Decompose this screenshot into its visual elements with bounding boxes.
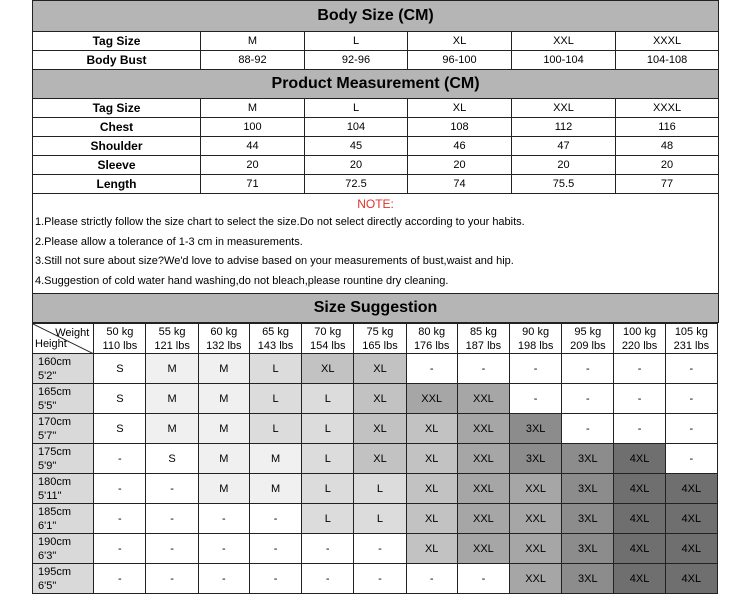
suggested-size-cell: XXL <box>510 534 562 564</box>
cell: 104 <box>305 118 408 137</box>
suggested-size-cell: - <box>614 384 665 414</box>
height-cell <box>33 474 94 504</box>
suggested-size-cell: L <box>302 474 354 504</box>
cell: 116 <box>616 118 719 137</box>
cell: 20 <box>201 156 305 175</box>
weight-height-corner <box>33 324 94 354</box>
size-suggestion-row <box>33 444 718 474</box>
height-cm: 165cm <box>38 385 72 398</box>
height-cm: 185cm <box>38 505 72 518</box>
suggested-size-cell: L <box>302 504 354 534</box>
weight-kg: 85 kg <box>469 325 497 338</box>
weight-header <box>249 324 301 354</box>
row-label: Shoulder <box>33 137 201 156</box>
suggested-size-cell: S <box>94 354 146 384</box>
row-label: Length <box>33 175 201 194</box>
weight-kg: 50 kg <box>106 325 134 338</box>
suggested-size-cell: - <box>146 474 198 504</box>
suggested-size-cell: 4XL <box>665 474 717 504</box>
size-suggestion-title: Size Suggestion <box>33 294 719 323</box>
weight-header <box>94 324 146 354</box>
suggested-size-cell: 4XL <box>614 474 665 504</box>
size-suggestion-row <box>33 384 718 414</box>
height-cm: 170cm <box>38 415 72 428</box>
row-label: Body Bust <box>33 51 201 70</box>
suggested-size-cell: - <box>562 354 614 384</box>
suggested-size-cell: XL <box>354 444 406 474</box>
suggested-size-cell: - <box>614 414 665 444</box>
cell: 112 <box>512 118 616 137</box>
height-ft: 5'7" <box>38 429 57 442</box>
cell: 20 <box>616 156 719 175</box>
suggested-size-cell: - <box>614 354 665 384</box>
weight-lbs: 110 lbs <box>102 339 138 352</box>
weight-header <box>302 324 354 354</box>
cell: 45 <box>305 137 408 156</box>
cell: M <box>201 32 305 51</box>
weight-header <box>457 324 509 354</box>
suggested-size-cell: M <box>198 444 249 474</box>
suggested-size-cell: - <box>94 504 146 534</box>
height-label: Height <box>35 338 67 350</box>
suggested-size-cell: - <box>249 564 301 594</box>
product-row <box>33 175 719 194</box>
weight-lbs: 154 lbs <box>310 339 346 352</box>
suggested-size-cell: M <box>198 414 249 444</box>
suggested-size-cell: - <box>198 564 249 594</box>
size-suggestion-row <box>33 474 718 504</box>
size-suggestion-row <box>33 414 718 444</box>
cell: 20 <box>305 156 408 175</box>
weight-lbs: 198 lbs <box>517 339 554 352</box>
suggested-size-cell: - <box>354 534 406 564</box>
cell: 96-100 <box>408 51 512 70</box>
note-line: 1.Please strictly follow the size chart to select the size.Do not select directly according to your habits. <box>35 216 525 228</box>
product-row <box>33 156 719 175</box>
weight-kg: 60 kg <box>210 325 238 338</box>
suggested-size-cell: XXL <box>457 384 509 414</box>
cell: L <box>305 32 408 51</box>
note-title: NOTE: <box>357 197 394 211</box>
suggested-size-cell: L <box>354 474 406 504</box>
suggested-size-cell: XL <box>354 414 406 444</box>
suggested-size-cell: M <box>249 474 301 504</box>
suggested-size-cell: - <box>198 504 249 534</box>
size-suggestion-table <box>32 323 718 594</box>
weight-header <box>354 324 406 354</box>
suggested-size-cell: XL <box>406 474 457 504</box>
suggested-size-cell: - <box>665 414 717 444</box>
cell: L <box>305 99 408 118</box>
suggested-size-cell: 4XL <box>665 534 717 564</box>
row-label: Chest <box>33 118 201 137</box>
suggested-size-cell: M <box>249 444 301 474</box>
cell: 74 <box>408 175 512 194</box>
suggested-size-cell: - <box>94 444 146 474</box>
weight-header-row <box>33 324 718 354</box>
cell: 46 <box>408 137 512 156</box>
suggested-size-cell: L <box>302 444 354 474</box>
suggested-size-cell: - <box>302 534 354 564</box>
cell: 71 <box>201 175 305 194</box>
suggested-size-cell: M <box>198 474 249 504</box>
height-cm: 190cm <box>38 535 72 548</box>
suggested-size-cell: 3XL <box>562 474 614 504</box>
suggested-size-cell: - <box>665 354 717 384</box>
suggested-size-cell: - <box>198 534 249 564</box>
suggested-size-cell: 3XL <box>510 414 562 444</box>
suggested-size-cell: - <box>457 564 509 594</box>
suggested-size-cell: S <box>94 414 146 444</box>
weight-kg: 105 kg <box>674 325 708 338</box>
cell: XXXL <box>616 99 719 118</box>
suggested-size-cell: L <box>302 384 354 414</box>
suggested-size-cell: 4XL <box>614 564 665 594</box>
weight-lbs: 187 lbs <box>465 339 502 352</box>
suggested-size-cell: 4XL <box>614 504 665 534</box>
suggested-size-cell: XXL <box>457 444 509 474</box>
weight-header <box>146 324 198 354</box>
cell: 20 <box>408 156 512 175</box>
body-size-title: Body Size (CM) <box>33 1 719 32</box>
cell: 77 <box>616 175 719 194</box>
suggested-size-cell: M <box>146 384 198 414</box>
height-ft: 6'5" <box>38 579 57 592</box>
weight-kg: 100 kg <box>623 325 657 338</box>
suggested-size-cell: - <box>562 414 614 444</box>
height-cell <box>33 504 94 534</box>
body-size-row <box>33 51 719 70</box>
weight-lbs: 132 lbs <box>206 339 242 352</box>
suggested-size-cell: XXL <box>406 384 457 414</box>
suggested-size-cell: XL <box>406 444 457 474</box>
cell: 44 <box>201 137 305 156</box>
suggested-size-cell: - <box>146 504 198 534</box>
weight-kg: 55 kg <box>158 325 186 338</box>
weight-lbs: 220 lbs <box>621 339 658 352</box>
size-suggestion-row <box>33 354 718 384</box>
height-cell <box>33 354 94 384</box>
suggested-size-cell: L <box>302 414 354 444</box>
suggested-size-cell: XXL <box>510 564 562 594</box>
suggested-size-cell: - <box>249 534 301 564</box>
cell: XL <box>408 99 512 118</box>
weight-label: Weight <box>55 327 90 339</box>
suggested-size-cell: - <box>94 474 146 504</box>
suggested-size-cell: 3XL <box>562 534 614 564</box>
suggested-size-cell: 4XL <box>665 504 717 534</box>
cell: 92-96 <box>305 51 408 70</box>
weight-header <box>562 324 614 354</box>
suggested-size-cell: - <box>146 534 198 564</box>
suggested-size-cell: - <box>94 534 146 564</box>
suggested-size-cell: XL <box>354 354 406 384</box>
weight-lbs: 165 lbs <box>362 339 398 352</box>
cell: 108 <box>408 118 512 137</box>
measurement-table <box>32 0 719 323</box>
height-cm: 195cm <box>38 565 72 578</box>
suggested-size-cell: 4XL <box>665 564 717 594</box>
height-cell <box>33 564 94 594</box>
suggested-size-cell: XL <box>354 384 406 414</box>
height-ft: 6'3" <box>38 549 57 562</box>
cell: 75.5 <box>512 175 616 194</box>
cell: 88-92 <box>201 51 305 70</box>
suggested-size-cell: XXL <box>457 534 509 564</box>
size-suggestion-row <box>33 504 718 534</box>
height-cm: 175cm <box>38 445 72 458</box>
cell: 48 <box>616 137 719 156</box>
suggested-size-cell: XXL <box>457 504 509 534</box>
suggested-size-cell: L <box>249 414 301 444</box>
suggested-size-cell: L <box>249 354 301 384</box>
cell: 104-108 <box>616 51 719 70</box>
suggested-size-cell: 4XL <box>614 534 665 564</box>
suggested-size-cell: - <box>457 354 509 384</box>
weight-kg: 80 kg <box>418 325 446 338</box>
weight-kg: 95 kg <box>574 325 602 338</box>
product-row <box>33 99 719 118</box>
suggested-size-cell: - <box>146 564 198 594</box>
weight-kg: 90 kg <box>522 325 550 338</box>
height-cell <box>33 534 94 564</box>
row-label: Tag Size <box>33 99 201 118</box>
suggested-size-cell: XL <box>406 534 457 564</box>
cell: 100 <box>201 118 305 137</box>
height-ft: 5'9" <box>38 459 57 472</box>
weight-lbs: 121 lbs <box>154 339 190 352</box>
height-cell <box>33 444 94 474</box>
weight-lbs: 231 lbs <box>673 339 710 352</box>
suggested-size-cell: - <box>406 354 457 384</box>
suggested-size-cell: - <box>94 564 146 594</box>
suggested-size-cell: XXL <box>457 414 509 444</box>
cell: XXXL <box>616 32 719 51</box>
height-ft: 5'11" <box>38 489 62 502</box>
suggested-size-cell: XXL <box>510 504 562 534</box>
cell: 20 <box>512 156 616 175</box>
row-label: Tag Size <box>33 32 201 51</box>
note-line: 3.Still not sure about size?We'd love to advise based on your measurements of bust,waist and hip. <box>35 255 514 267</box>
weight-header <box>614 324 665 354</box>
height-ft: 6'1" <box>38 519 57 532</box>
suggested-size-cell: - <box>665 444 717 474</box>
suggested-size-cell: - <box>354 564 406 594</box>
suggested-size-cell: XL <box>406 504 457 534</box>
suggested-size-cell: L <box>354 504 406 534</box>
suggested-size-cell: S <box>94 384 146 414</box>
product-row <box>33 137 719 156</box>
cell: XXL <box>512 99 616 118</box>
row-label: Sleeve <box>33 156 201 175</box>
cell: XL <box>408 32 512 51</box>
suggested-size-cell: - <box>665 384 717 414</box>
suggested-size-cell: - <box>406 564 457 594</box>
suggested-size-cell: - <box>510 384 562 414</box>
suggested-size-cell: 3XL <box>562 504 614 534</box>
product-row <box>33 118 719 137</box>
height-cell <box>33 414 94 444</box>
size-suggestion-row <box>33 564 718 594</box>
height-cm: 160cm <box>38 355 72 368</box>
size-chart <box>32 0 718 594</box>
weight-kg: 75 kg <box>366 325 394 338</box>
cell: M <box>201 99 305 118</box>
suggested-size-cell: XL <box>406 414 457 444</box>
notes-panel <box>33 194 719 294</box>
suggested-size-cell: - <box>249 504 301 534</box>
suggested-size-cell: XXL <box>457 474 509 504</box>
suggested-size-cell: 4XL <box>614 444 665 474</box>
suggested-size-cell: S <box>146 444 198 474</box>
suggested-size-cell: M <box>146 414 198 444</box>
cell: XXL <box>512 32 616 51</box>
cell: 100-104 <box>512 51 616 70</box>
suggested-size-cell: - <box>510 354 562 384</box>
cell: 47 <box>512 137 616 156</box>
weight-lbs: 143 lbs <box>257 339 294 352</box>
weight-lbs: 209 lbs <box>570 339 606 352</box>
suggested-size-cell: 3XL <box>562 444 614 474</box>
body-size-row <box>33 32 719 51</box>
height-cm: 180cm <box>38 475 72 488</box>
suggested-size-cell: 3XL <box>562 564 614 594</box>
weight-lbs: 176 lbs <box>413 339 450 352</box>
height-ft: 5'2" <box>38 369 57 382</box>
weight-header <box>510 324 562 354</box>
weight-header <box>198 324 249 354</box>
suggested-size-cell: L <box>249 384 301 414</box>
suggested-size-cell: M <box>146 354 198 384</box>
size-suggestion-row <box>33 534 718 564</box>
note-line: 4.Suggestion of cold water hand washing,do not bleach,please rountine dry cleaning. <box>35 274 449 287</box>
suggested-size-cell: M <box>198 354 249 384</box>
weight-header <box>406 324 457 354</box>
weight-header <box>665 324 717 354</box>
suggested-size-cell: XL <box>302 354 354 384</box>
note-line: 2.Please allow a tolerance of 1-3 cm in measurements. <box>35 235 303 248</box>
suggested-size-cell: - <box>562 384 614 414</box>
product-measurement-title: Product Measurement (CM) <box>33 70 719 99</box>
suggested-size-cell: M <box>198 384 249 414</box>
cell: 72.5 <box>305 175 408 194</box>
suggested-size-cell: 3XL <box>510 444 562 474</box>
suggested-size-cell: XXL <box>510 474 562 504</box>
weight-kg: 70 kg <box>314 325 342 338</box>
weight-kg: 65 kg <box>262 325 289 338</box>
height-ft: 5'5" <box>38 399 57 412</box>
suggested-size-cell: - <box>302 564 354 594</box>
height-cell <box>33 384 94 414</box>
